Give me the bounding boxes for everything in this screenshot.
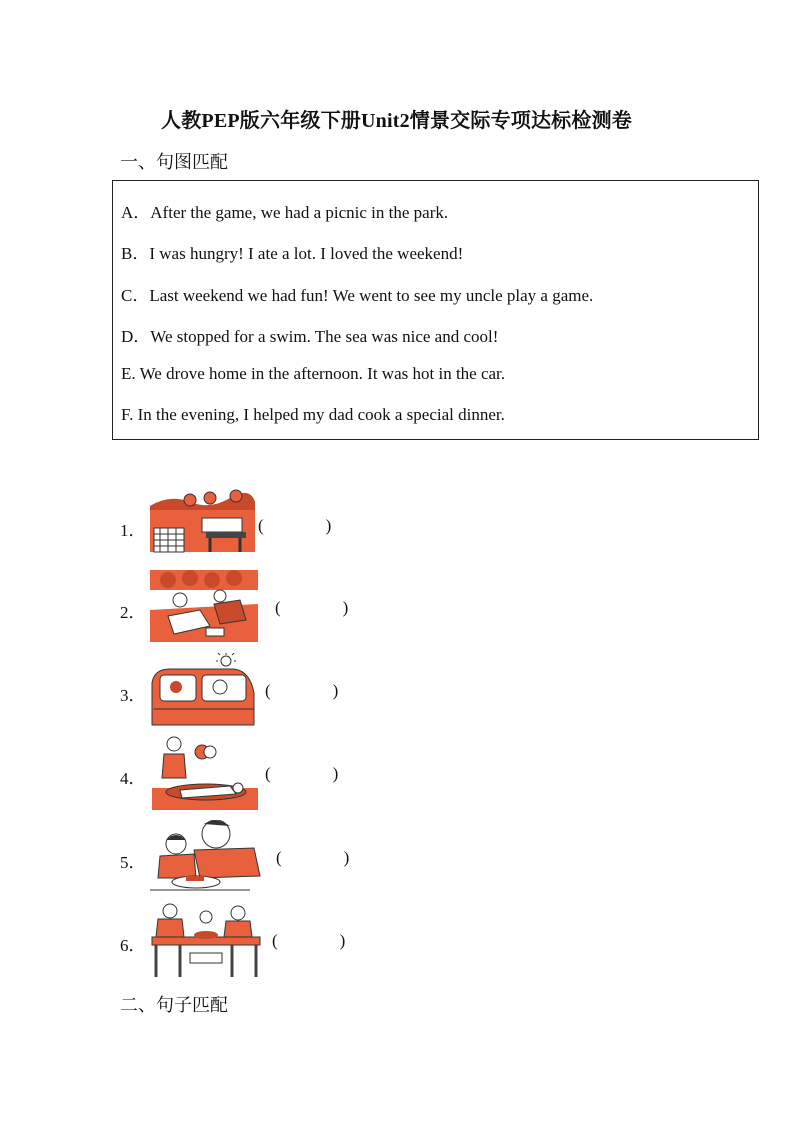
option-d: D．We stopped for a swim. The sea was nice and cool! [121, 327, 499, 346]
answer-blank[interactable]: ( ) [275, 598, 349, 617]
cooking-illustration [150, 820, 262, 896]
dinner-illustration [150, 903, 262, 979]
page-title: 人教PEP版六年级下册Unit2情景交际专项达标检测卷 [161, 110, 632, 132]
section-heading-1: 一、句图匹配 [120, 152, 228, 172]
answer-blank[interactable]: ( ) [265, 764, 339, 783]
picnic-illustration [150, 488, 262, 564]
question-number: 5． [120, 853, 146, 872]
question-number: 4． [120, 769, 146, 788]
option-e: E. We drove home in the afternoon. It was hot in the car. [121, 364, 506, 383]
question-number: 6． [120, 936, 146, 955]
answer-blank[interactable]: ( ) [265, 681, 339, 700]
answer-blank[interactable]: ( ) [272, 931, 346, 950]
option-c: C．Last weekend we had fun! We went to see my uncle play a game. [121, 286, 594, 305]
question-number: 3． [120, 686, 146, 705]
option-a: A．After the game, we had a picnic in the park. [121, 203, 449, 222]
game-illustration [150, 570, 262, 646]
answer-blank[interactable]: ( ) [258, 516, 332, 535]
car-illustration [150, 653, 262, 729]
question-number: 2． [120, 603, 146, 622]
option-f: F. In the evening, I helped my dad cook a special dinner. [121, 405, 505, 424]
option-b: B．I was hungry! I ate a lot. I loved the weekend! [121, 244, 464, 263]
beach-illustration [150, 736, 262, 812]
options-box [112, 180, 759, 440]
question-number: 1． [120, 521, 146, 540]
section-heading-2: 二、句子匹配 [120, 995, 228, 1015]
answer-blank[interactable]: ( ) [276, 848, 350, 867]
